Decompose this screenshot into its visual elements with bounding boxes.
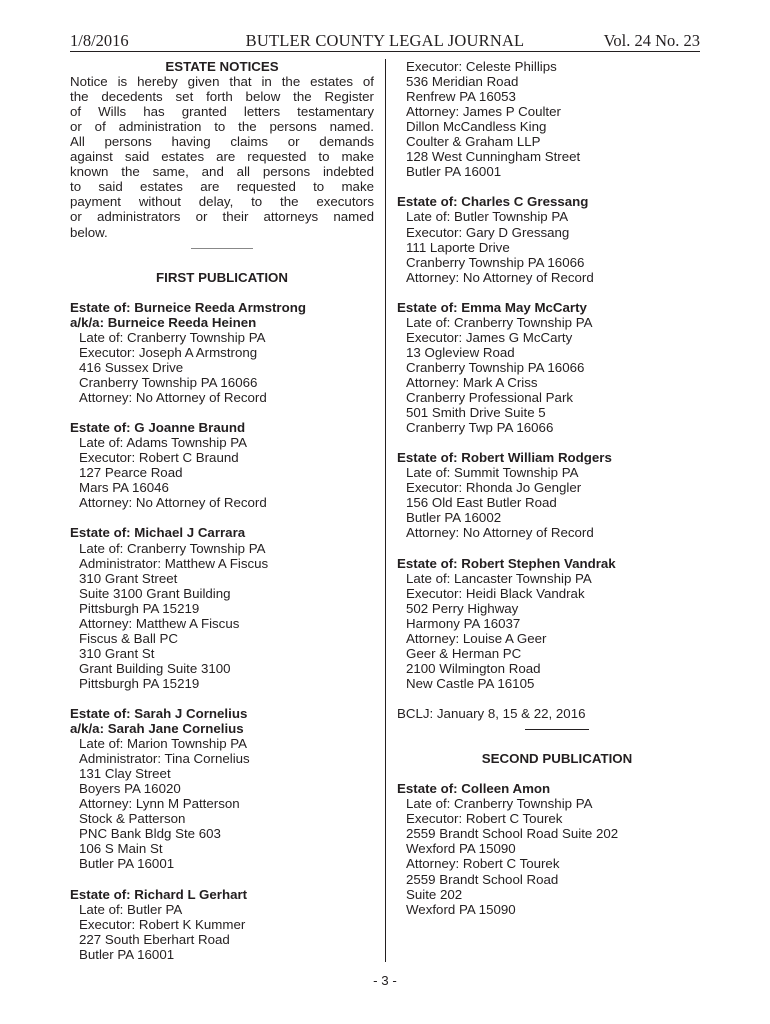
estate-detail: New Castle PA 16105 (406, 675, 535, 691)
page-header (70, 31, 700, 52)
estate-title: Estate of: Charles C Gressang (397, 194, 589, 210)
second-publication-heading: SECOND PUBLICATION (481, 751, 633, 767)
estate-detail: 131 Clay Street (79, 766, 171, 782)
separator-rule (70, 240, 374, 255)
estate-detail: Suite 202 (406, 886, 463, 902)
estate-detail: 2100 Wilmington Road (406, 660, 541, 676)
separator-rule (397, 721, 717, 736)
estate-detail: Late of: Butler PA (79, 901, 183, 917)
estate-detail: Fiscus & Ball PC (79, 630, 179, 646)
notice-line: to said estates are requested to make (70, 179, 374, 195)
estate-title: Estate of: G Joanne Braund (70, 420, 246, 436)
estate-title: Estate of: Sarah J Cornelius (70, 706, 248, 722)
estate-detail: Executor: James G McCarty (406, 329, 573, 345)
section-heading: ESTATE NOTICES (165, 59, 279, 74)
estate-detail: Geer & Herman PC (406, 645, 522, 661)
estate-entry (70, 300, 374, 405)
estate-title: Estate of: Robert Stephen Vandrak (397, 555, 616, 571)
estate-detail: Mars PA 16046 (79, 480, 169, 496)
estate-detail: Grant Building Suite 3100 (79, 660, 231, 676)
estate-detail: Executor: Robert C Braund (79, 450, 239, 466)
estate-detail: 2559 Brandt School Road (406, 871, 559, 887)
estate-detail: Dillon McCandless King (406, 119, 547, 135)
estate-detail: Administrator: Tina Cornelius (79, 751, 250, 767)
estate-detail: Attorney: No Attorney of Record (79, 495, 267, 511)
estate-detail: Attorney: Matthew A Fiscus (79, 615, 240, 631)
header-date: 1/8/2016 (70, 31, 129, 50)
estate-detail: 310 Grant Street (79, 570, 178, 586)
estate-detail: Executor: Celeste Phillips (406, 59, 557, 74)
estate-detail: Butler PA 16002 (406, 510, 502, 526)
notice-line: payment without delay, to the executors (70, 194, 374, 210)
estate-title: Estate of: Emma May McCarty (397, 299, 587, 315)
notice-line: All persons having claims or demands (70, 134, 374, 150)
header-volume: Vol. 24 No. 23 (603, 31, 700, 50)
estate-detail: Attorney: No Attorney of Record (79, 390, 267, 406)
estate-entry (397, 194, 717, 284)
estate-detail: Coulter & Graham LLP (406, 134, 541, 150)
estate-detail: Executor: Rhonda Jo Gengler (406, 480, 582, 496)
estate-entry (70, 887, 374, 962)
estate-detail: Attorney: No Attorney of Record (406, 525, 594, 541)
estate-entry (397, 300, 717, 435)
notice-line: against said estates are requested to make (70, 149, 374, 165)
estate-detail: Attorney: No Attorney of Record (406, 269, 594, 285)
first-publication-heading: FIRST PUBLICATION (156, 269, 288, 285)
estate-detail: Cranberry Township PA 16066 (79, 374, 258, 390)
estate-detail: Cranberry Township PA 16066 (406, 359, 585, 375)
estate-detail: 501 Smith Drive Suite 5 (406, 405, 546, 421)
page-number: - 3 - (373, 973, 397, 988)
estate-detail: Butler PA 16001 (79, 856, 175, 872)
estate-detail: Administrator: Matthew A Fiscus (79, 555, 269, 571)
estate-list-left (70, 300, 374, 977)
estate-title: a/k/a: Sarah Jane Cornelius (70, 721, 244, 737)
estate-entry (397, 450, 717, 540)
notice-line: below. (70, 224, 108, 240)
estate-entry (70, 525, 374, 691)
notice-line: or of administration to the persons named. (70, 119, 374, 135)
estate-detail: 416 Sussex Drive (79, 359, 184, 375)
estate-detail: Cranberry Township PA 16066 (406, 254, 585, 270)
estate-list-second (397, 781, 717, 931)
continued-estate (397, 59, 717, 179)
estate-detail: Executor: Robert K Kummer (79, 916, 246, 932)
estate-entry (70, 420, 374, 510)
estate-detail: Attorney: Robert C Tourek (406, 856, 560, 872)
estate-detail: Renfrew PA 16053 (406, 89, 516, 105)
estate-detail: Cranberry Professional Park (406, 390, 574, 406)
estate-detail: Cranberry Twp PA 16066 (406, 420, 554, 436)
bclj-publication-note: BCLJ: January 8, 15 & 22, 2016 (397, 706, 586, 722)
estate-detail: 111 Laporte Drive (406, 239, 510, 255)
journal-title: BUTLER COUNTY LEGAL JOURNAL (245, 31, 525, 50)
estate-detail: 502 Perry Highway (406, 600, 519, 616)
estate-detail: Attorney: Lynn M Patterson (79, 796, 240, 812)
estate-detail: 156 Old East Butler Road (406, 495, 557, 511)
estate-detail: Wexford PA 15090 (406, 901, 516, 917)
estate-detail: Attorney: Louise A Geer (406, 630, 547, 646)
estate-detail: 310 Grant St (79, 645, 155, 661)
estate-title: Estate of: Michael J Carrara (70, 525, 246, 541)
notice-line: Notice is hereby given that in the estates of (70, 74, 374, 90)
estate-detail: Late of: Cranberry Township PA (79, 540, 266, 556)
estate-detail: Harmony PA 16037 (406, 615, 521, 631)
estate-detail: Pittsburgh PA 15219 (79, 675, 200, 691)
estate-detail: 13 Ogleview Road (406, 344, 515, 360)
estate-detail: Executor: Robert C Tourek (406, 811, 563, 827)
estate-detail: Attorney: Mark A Criss (406, 374, 538, 390)
estate-detail: Suite 3100 Grant Building (79, 585, 231, 601)
estate-detail: Executor: Gary D Gressang (406, 224, 570, 240)
estate-detail: 536 Meridian Road (406, 74, 519, 90)
estate-detail: Late of: Lancaster Township PA (406, 570, 592, 586)
estate-detail: Boyers PA 16020 (79, 781, 181, 797)
estate-detail: Stock & Patterson (79, 811, 186, 827)
estate-detail: Late of: Adams Township PA (79, 435, 248, 451)
estate-detail: 2559 Brandt School Road Suite 202 (406, 826, 619, 842)
estate-detail: Late of: Cranberry Township PA (79, 329, 266, 345)
column-divider (385, 59, 386, 962)
estate-detail: 127 Pearce Road (79, 465, 183, 481)
left-column (70, 59, 374, 977)
right-column (397, 59, 717, 932)
estate-detail: Executor: Joseph A Armstrong (79, 344, 258, 360)
estate-title: Estate of: Colleen Amon (397, 781, 551, 797)
estate-detail: PNC Bank Bldg Ste 603 (79, 826, 221, 842)
estate-detail: Late of: Butler Township PA (406, 209, 569, 225)
estate-detail: 106 S Main St (79, 841, 163, 857)
estate-detail: 128 West Cunningham Street (406, 149, 581, 165)
estate-title: Estate of: Robert William Rodgers (397, 450, 612, 466)
notice-line: of Wills has granted letters testamentary (70, 104, 374, 120)
estate-detail: Late of: Summit Township PA (406, 465, 579, 481)
estate-detail: Late of: Marion Township PA (79, 736, 248, 752)
notice-line: or administrators or their attorneys named (70, 209, 374, 225)
estate-title: Estate of: Burneice Reeda Armstrong (70, 299, 306, 315)
estate-detail: Pittsburgh PA 15219 (79, 600, 200, 616)
estate-title: a/k/a: Burneice Reeda Heinen (70, 314, 257, 330)
estate-entry (70, 706, 374, 872)
estate-detail: Butler PA 16001 (406, 164, 502, 180)
notice-line: known the same, and all persons indebted (70, 164, 374, 180)
estate-detail: Late of: Cranberry Township PA (406, 796, 593, 812)
estate-detail: Butler PA 16001 (79, 946, 175, 962)
notice-line: the decedents set forth below the Register (70, 89, 374, 105)
notice-paragraph (70, 74, 374, 240)
estate-title: Estate of: Richard L Gerhart (70, 886, 248, 902)
estate-detail: Late of: Cranberry Township PA (406, 314, 593, 330)
estate-entry (397, 556, 717, 691)
estate-detail: Executor: Heidi Black Vandrak (406, 585, 585, 601)
estate-entry (397, 781, 717, 916)
estate-detail: 227 South Eberhart Road (79, 931, 230, 947)
estate-detail: Wexford PA 15090 (406, 841, 516, 857)
estate-list-right (397, 194, 717, 706)
estate-detail: Attorney: James P Coulter (406, 104, 561, 120)
